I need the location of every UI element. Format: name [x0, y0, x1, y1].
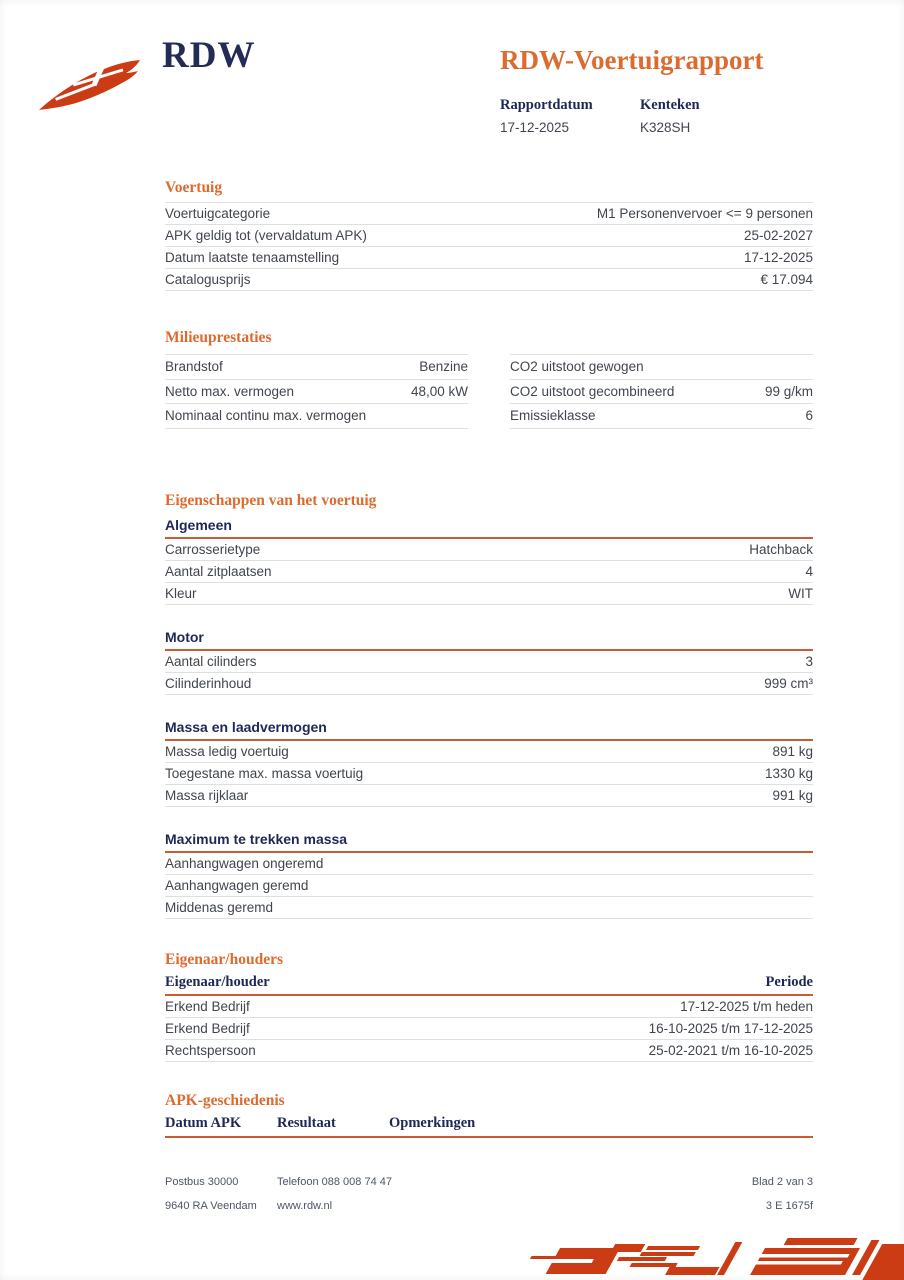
footer-phone: Telefoon 088 008 74 47 [277, 1176, 392, 1188]
row-label: Massa rijklaar [165, 788, 249, 803]
row-label: Erkend Bedrijf [165, 1021, 250, 1036]
milieu-columns [165, 354, 813, 429]
row-label: Toegestane max. massa voertuig [165, 766, 364, 781]
row-value: 99 g/km [764, 383, 813, 399]
eigenaar-table-header [165, 974, 813, 996]
row-label: Cilinderinhoud [165, 676, 252, 691]
row-label: Aantal cilinders [165, 654, 257, 669]
rdw-logo-text: RDW [162, 35, 256, 76]
report-meta [500, 96, 780, 137]
section-title-eigenschappen: Eigenschappen van het voertuig [165, 492, 377, 509]
algemeen-rows [165, 539, 813, 605]
subsection-title-trekken: Maximum te trekken massa [165, 831, 813, 853]
table-row [165, 380, 468, 405]
table-row [510, 404, 813, 429]
section-apk-geschiedenis [165, 1092, 813, 1138]
rdw-speed-stripes-graphic [520, 1230, 904, 1280]
column-header: Datum APK [165, 1115, 242, 1131]
table-row [510, 380, 813, 405]
row-label: CO2 uitstoot gecombineerd [510, 383, 675, 399]
page-title: RDW-Voertuigrapport [500, 45, 764, 75]
column-header: Opmerkingen [389, 1115, 476, 1131]
section-title-milieuprestaties: Milieuprestaties [165, 329, 272, 346]
footer-city: 9640 RA Veendam [165, 1200, 257, 1212]
table-row [165, 673, 813, 695]
massa-rows [165, 741, 813, 807]
table-row [165, 269, 813, 291]
row-value: 4 [805, 564, 813, 579]
table-row [165, 1018, 813, 1040]
table-row [165, 853, 813, 875]
voertuig-rows [165, 202, 813, 291]
row-label: CO2 uitstoot gewogen [510, 359, 644, 375]
column-header-periode: Periode [765, 974, 813, 990]
page-footer [165, 1170, 813, 1218]
table-row [510, 355, 813, 380]
row-value: 25-02-2021 t/m 16-10-2025 [648, 1043, 813, 1058]
report-date-label: Rapportdatum [500, 97, 593, 113]
footer-postbus: Postbus 30000 [165, 1176, 239, 1188]
row-label: Datum laatste tenaamstelling [165, 250, 340, 265]
row-label: Aanhangwagen geremd [165, 878, 309, 893]
row-label: Netto max. vermogen [165, 383, 295, 399]
row-value: 25-02-2027 [743, 228, 813, 243]
row-label: Rechtspersoon [165, 1043, 256, 1058]
row-label: Brandstof [165, 359, 223, 375]
report-date [500, 96, 640, 137]
row-value: 17-12-2025 [743, 250, 813, 265]
table-row [165, 247, 813, 269]
footer-website: www.rdw.nl [277, 1200, 333, 1212]
row-label: Carrosserietype [165, 542, 261, 557]
row-label: Voertuigcategorie [165, 206, 271, 221]
row-value: 991 kg [772, 788, 813, 803]
table-row [165, 875, 813, 897]
row-value: 48,00 kW [410, 383, 468, 399]
section-eigenaar-houders [165, 951, 813, 1062]
row-label: Kleur [165, 586, 197, 601]
row-value: Benzine [419, 359, 468, 375]
subsection-title-motor: Motor [165, 629, 813, 651]
license-plate-label: Kenteken [640, 97, 700, 113]
subsection-title-algemeen: Algemeen [165, 517, 813, 539]
section-milieuprestaties [165, 329, 813, 429]
column-header: Resultaat [277, 1115, 336, 1131]
eigenaar-rows [165, 996, 813, 1062]
row-value: M1 Personenvervoer <= 9 personen [596, 206, 813, 221]
footer-line-1 [165, 1170, 813, 1194]
row-label: Middenas geremd [165, 900, 274, 915]
section-eigenschappen [165, 492, 813, 919]
table-row [165, 539, 813, 561]
apk-table-header [165, 1115, 813, 1138]
report-date-value: 17-12-2025 [500, 120, 570, 135]
row-label: Aanhangwagen ongeremd [165, 856, 324, 871]
milieu-right-rows [510, 354, 813, 429]
license-plate [640, 96, 780, 137]
motor-rows [165, 651, 813, 695]
row-label: Erkend Bedrijf [165, 999, 250, 1014]
table-row [165, 583, 813, 605]
section-title-apk: APK-geschiedenis [165, 1092, 285, 1109]
row-label: Massa ledig voertuig [165, 744, 289, 759]
milieu-left-rows [165, 354, 468, 429]
row-value: 17-12-2025 t/m heden [680, 999, 813, 1014]
row-label: Catalogusprijs [165, 272, 251, 287]
table-row [165, 996, 813, 1018]
row-label: APK geldig tot (vervaldatum APK) [165, 228, 367, 243]
footer-page-indicator: Blad 2 van 3 [751, 1176, 813, 1188]
section-title-eigenaar: Eigenaar/houders [165, 951, 283, 968]
license-plate-value: K328SH [640, 120, 691, 135]
row-value: 16-10-2025 t/m 17-12-2025 [648, 1021, 813, 1036]
row-value: 999 cm³ [764, 676, 813, 691]
row-value: 891 kg [772, 744, 813, 759]
row-value: WIT [788, 586, 813, 601]
table-row [165, 651, 813, 673]
table-row [165, 561, 813, 583]
rdw-logo-swoosh-icon [38, 56, 142, 114]
table-row [165, 225, 813, 247]
footer-line-2 [165, 1194, 813, 1218]
table-row [165, 1040, 813, 1062]
table-row [165, 741, 813, 763]
section-voertuig [165, 179, 813, 291]
column-header-eigenaar: Eigenaar/houder [165, 974, 270, 990]
subsection-title-massa: Massa en laadvermogen [165, 719, 813, 741]
section-title-voertuig: Voertuig [165, 179, 223, 196]
row-value: 6 [805, 408, 813, 424]
table-row [165, 355, 468, 380]
table-row [165, 203, 813, 225]
table-row [165, 897, 813, 919]
row-value: 3 [805, 654, 813, 669]
row-value: € 17.094 [760, 272, 813, 287]
table-row [165, 763, 813, 785]
row-value: Hatchback [749, 542, 813, 557]
row-label: Aantal zitplaatsen [165, 564, 272, 579]
row-value: 1330 kg [764, 766, 813, 781]
row-label: Nominaal continu max. vermogen [165, 408, 367, 424]
row-label: Emissieklasse [510, 408, 596, 424]
table-row [165, 785, 813, 807]
trekken-rows [165, 853, 813, 919]
table-row [165, 404, 468, 429]
footer-doc-code: 3 E 1675f [765, 1200, 813, 1212]
